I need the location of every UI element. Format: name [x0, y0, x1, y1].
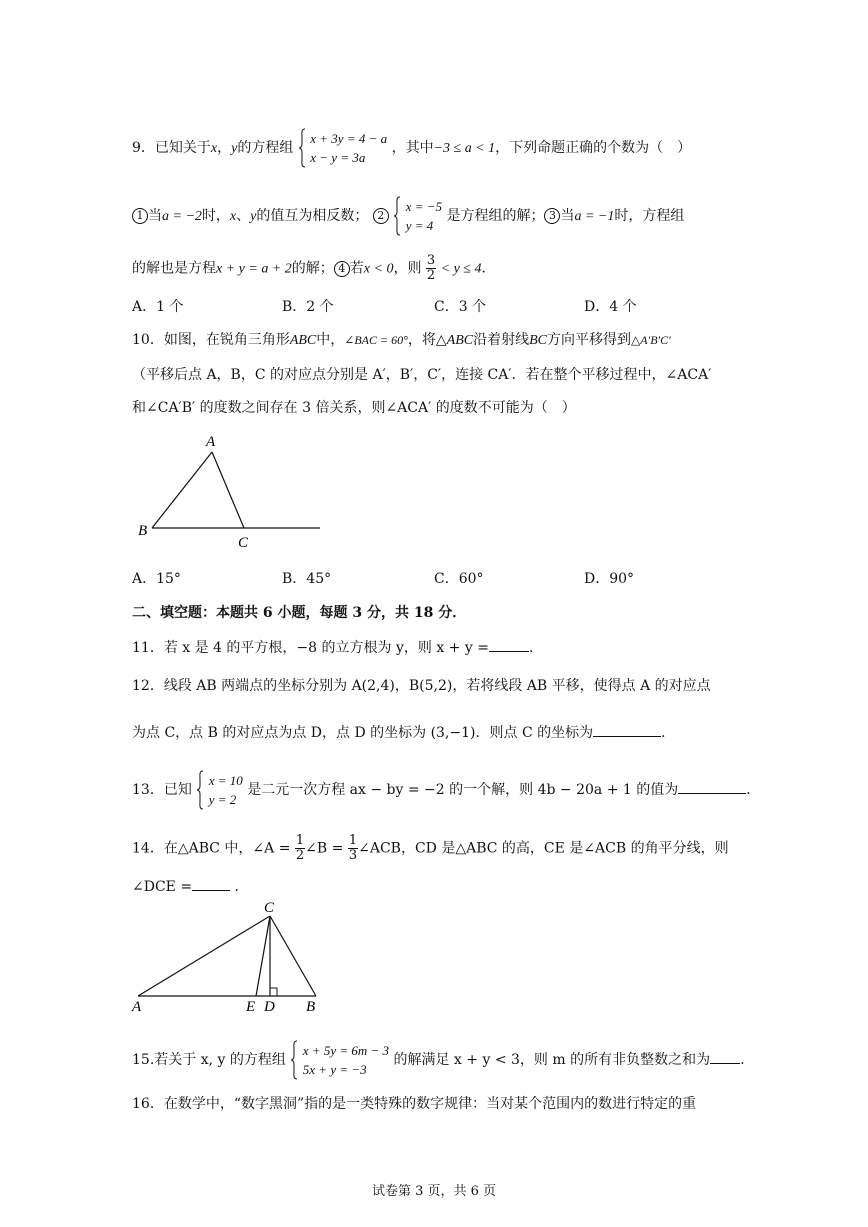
fraction-1-3: [348, 834, 358, 863]
fraction-1-2: [295, 834, 305, 863]
q9-text-2: 的方程组: [237, 140, 294, 156]
q9-l3-eq: x + y = a + 2: [216, 261, 292, 277]
q9-equation-system: [298, 128, 387, 168]
q11-answer-blank[interactable]: [489, 637, 529, 652]
q9-s4-text-b: ，则: [393, 260, 422, 277]
q9-line2: [132, 196, 684, 236]
q10-text-c: ，将: [407, 332, 436, 348]
q14-text-mid: ∠B =: [305, 840, 344, 857]
q12-line2: [132, 722, 675, 743]
q9-option-b[interactable]: B．2 个: [282, 299, 334, 315]
side-ac: [212, 452, 244, 528]
q14-text-pre: 14．在△ABC 中，∠A =: [132, 840, 291, 857]
q13-text-post: 是二元一次方程 ax − by = −2 的一个解，则 4b − 20a + 1 的值为: [247, 782, 679, 798]
page-footer: 试卷第 3 页，共 6 页: [371, 1184, 497, 1199]
q9-line1: [132, 128, 691, 168]
q15-eq1: x + 5y = 6m − 3: [302, 1043, 390, 1058]
q9-s4-cond: x < 0: [363, 261, 394, 277]
q14-text-line2: ∠DCE =: [132, 879, 193, 895]
q13-eq2: y = 2: [208, 792, 237, 807]
q14-end: ．: [234, 879, 249, 895]
q12-text-line2: 为点 C，点 B 的对应点为点 D，点 D 的坐标为 (3,−1)．则点 C 的坐标为: [132, 725, 594, 741]
brace-icon: [393, 196, 401, 236]
q9-s2-text: 是方程组的解；: [446, 208, 545, 224]
brace-icon: [196, 770, 204, 810]
q9-eq2: x − y = 3a: [310, 150, 366, 165]
side-ab: [152, 452, 212, 528]
q14-answer-blank[interactable]: [192, 876, 230, 891]
frac-den: 3: [348, 848, 358, 863]
q9-s3-cond: a = −1: [574, 209, 615, 224]
q9-s4-text-a: 若: [349, 260, 364, 277]
q10-abc: ABC: [289, 333, 317, 348]
q10-option-d[interactable]: D．90°: [584, 571, 635, 587]
section-heading: 二、填空题：本题共 6 小题，每题 3 分，共 18 分．: [132, 605, 467, 621]
label-e: E: [246, 999, 256, 1015]
q10-triangle-prime: △A′B′C′: [631, 333, 671, 347]
label-c: C: [238, 535, 249, 551]
frac-den: 2: [426, 268, 436, 283]
q9-s3-text-b: 时，方程组: [614, 208, 685, 224]
q15-end: .: [740, 1052, 745, 1068]
q9-var-x: x: [210, 141, 218, 156]
q9-s4-end: ．: [481, 260, 496, 277]
q13-line: [132, 770, 760, 810]
q9-s4-tail: < y ≤ 4: [440, 261, 482, 277]
frac-den: 2: [295, 848, 305, 863]
q9-var-y: y: [231, 141, 238, 156]
q10-option-c[interactable]: C．60°: [434, 571, 484, 587]
q16-text-line1: 16．在数学中，“数字黑洞”指的是一类特殊的数字规律：当对某个范围内的数进行特定的重: [132, 1096, 697, 1112]
frac-num: 3: [426, 253, 436, 268]
q9-line3: [132, 254, 496, 283]
fraction-3-2: [426, 254, 436, 283]
q9-s1-text-d: 的值互为相反数；: [256, 208, 369, 224]
q10-figure: [130, 428, 330, 553]
bisector-ce: [256, 916, 270, 996]
q10-text-a: 10．如图，在锐角三角形: [132, 332, 290, 348]
circled-1: 1: [132, 208, 148, 224]
q10-text-line3: 和∠CA′B′ 的度数之间存在 3 倍关系，则∠ACA′ 的度数不可能为（ ）: [132, 400, 576, 416]
q10-text-b: 中，: [316, 332, 345, 348]
q9-text-1: 已知关于: [154, 140, 211, 156]
q14-line1: [132, 834, 729, 863]
q10-option-b[interactable]: B．45°: [282, 571, 332, 587]
q12-end: ．: [661, 725, 676, 741]
circled-4: 4: [334, 261, 350, 277]
q15-line: [132, 1040, 745, 1080]
q9-s1-cond: a = −2: [162, 209, 202, 224]
frac-num: 1: [295, 833, 305, 848]
q14-text-post: ∠ACB，CD 是△ABC 的高，CE 是∠ACB 的角平分线，则: [358, 840, 729, 857]
side-bc: [270, 916, 316, 996]
q11-line: [132, 637, 543, 658]
q9-s1-text-c: 、: [236, 208, 251, 224]
q14-line2: [132, 876, 249, 897]
q10-text-d: 沿着射线: [473, 332, 530, 348]
q9-sep: ，: [217, 140, 232, 156]
label-c: C: [264, 900, 275, 916]
frac-num: 1: [348, 833, 358, 848]
q9-s1-text-b: 时，: [201, 208, 230, 224]
q10-bc: BC: [529, 333, 548, 348]
q9-option-d[interactable]: D．4 个: [584, 299, 637, 315]
q9-option-c[interactable]: C．3 个: [434, 299, 487, 315]
q9-s2-eq1: x = −5: [405, 199, 443, 214]
q9-s3-text-a: 当: [560, 208, 575, 224]
q15-text-post: 的解满足 x + y < 3，则 m 的所有非负整数之和为: [393, 1052, 711, 1068]
q9-s2-eq2: y = 4: [405, 218, 434, 233]
q9-s1-text-a: 当: [148, 208, 162, 224]
q13-end: ．: [746, 782, 761, 798]
q13-answer-blank[interactable]: [678, 779, 746, 794]
q10-text-line2: （平移后点 A，B，C 的对应点分别是 A′，B′，C′，连接 CA′．若在整个平移过程中，∠ACA′: [132, 367, 712, 383]
label-a: A: [132, 999, 142, 1015]
q10-option-a[interactable]: A．15°: [132, 571, 181, 587]
q11-text: 11．若 x 是 4 的平方根，−8 的立方根为 y，则 x + y =: [132, 640, 489, 656]
label-d: D: [264, 999, 275, 1015]
q16-line1: [132, 1094, 696, 1114]
q9-l3-text-a: 的解也是方程: [132, 260, 216, 277]
q15-text-pre: 15.若关于 x, y 的方程组: [132, 1052, 286, 1068]
brace-icon: [298, 128, 306, 168]
q13-text-pre: 13．已知: [132, 782, 192, 798]
q10-angle: ∠BAC = 60°: [344, 333, 408, 347]
q10-line3: [132, 398, 576, 418]
q9-option-a[interactable]: A．1 个: [132, 299, 184, 315]
q10-text-e: 方向平移得到: [547, 332, 632, 348]
q15-answer-blank[interactable]: [710, 1049, 740, 1064]
circled-2: 2: [373, 208, 389, 224]
q9-eq1: x + 3y = 4 − a: [310, 131, 388, 146]
q9-number: 9．: [132, 140, 155, 156]
q10-line2: [132, 365, 711, 385]
brace-icon: [290, 1040, 298, 1080]
label-b: B: [138, 523, 148, 539]
q9-text-3: ，其中: [391, 140, 434, 156]
side-ac: [138, 916, 270, 996]
q11-end: ．: [528, 640, 543, 656]
q13-eq1: x = 10: [208, 773, 243, 788]
q12-line1: [132, 676, 711, 696]
q10-line1: [132, 330, 671, 351]
right-angle-icon: [270, 988, 277, 996]
q9-s1-x: x: [229, 209, 237, 224]
circled-3: 3: [544, 208, 560, 224]
label-b: B: [306, 999, 316, 1015]
q9-s1-y: y: [250, 209, 257, 224]
q10-triangle: △ABC: [435, 333, 474, 348]
label-a: A: [206, 434, 216, 450]
q15-eq2: 5x + y = −3: [302, 1062, 367, 1077]
q9-text-4: ，下列命题正确的个数为（ ）: [495, 140, 692, 156]
q9-l3-text-b: 的解；: [291, 260, 334, 277]
q15-system: [290, 1040, 389, 1080]
q13-system: [196, 770, 243, 810]
q9-s2-system: [393, 196, 442, 236]
q12-answer-blank[interactable]: [593, 722, 661, 737]
q9-condition: −3 ≤ a < 1: [433, 141, 496, 156]
q14-figure: [128, 898, 328, 1016]
q12-text-line1: 12．线段 AB 两端点的坐标分别为 A(2,4)，B(5,2)，若将线段 AB 平移，使得点 A 的对应点: [132, 678, 711, 694]
